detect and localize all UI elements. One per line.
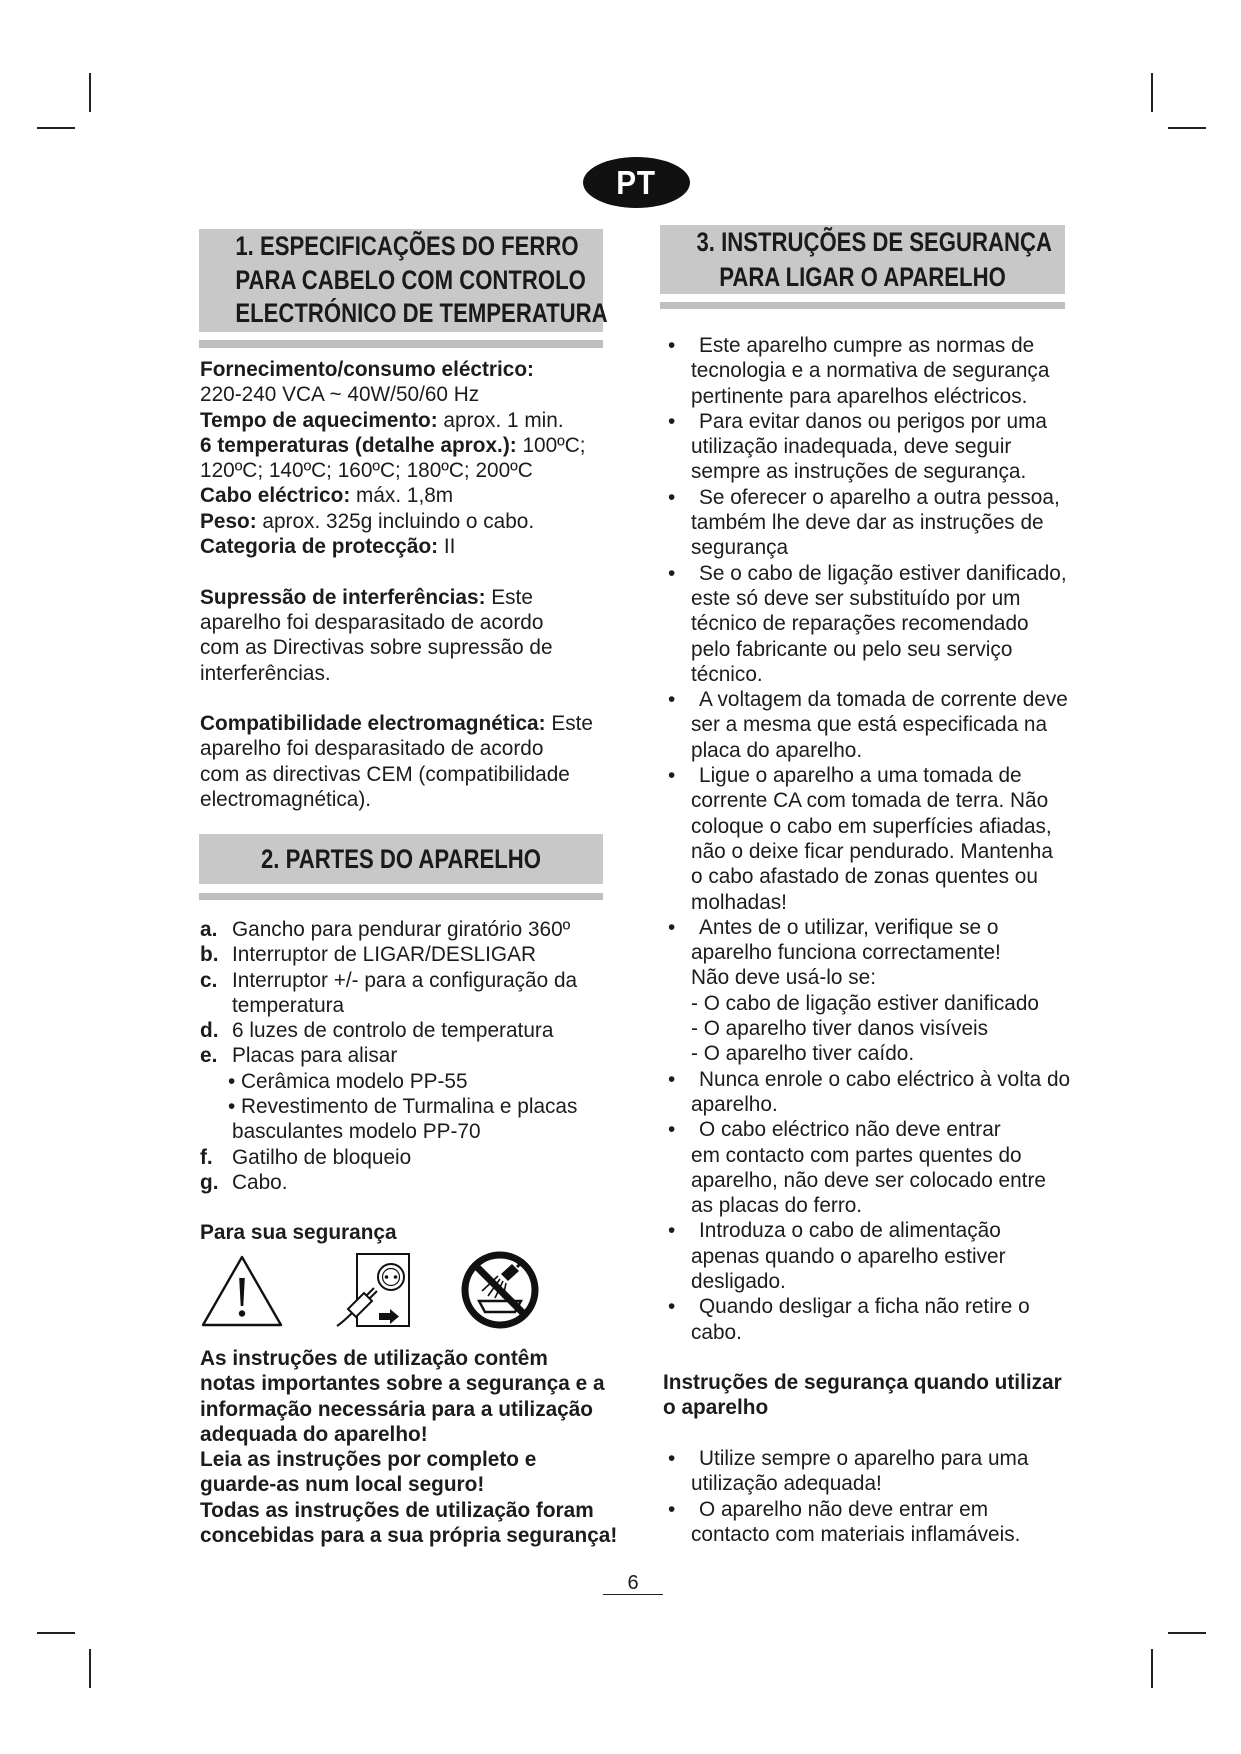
usage-bullet [663, 1446, 1083, 1497]
bullet-text: este só deve ser substituído por um [691, 586, 1021, 610]
part-item [200, 968, 610, 1019]
bullet-text: corrente CA com tomada de terra. Não [691, 789, 1049, 813]
bullet-text: as placas do ferro. [691, 1194, 863, 1218]
usage-bullet [663, 1497, 1083, 1548]
sub-item [228, 1094, 610, 1145]
bullet-glyph: • [668, 334, 676, 357]
notice-line: Leia as instruções por completo e [200, 1448, 537, 1472]
spec-value: com as directivas CEM (compatibilidade [200, 762, 570, 786]
bullet-text: em contacto com partes quentes do [691, 1143, 1022, 1167]
notice-line: guarde-as num local seguro! [200, 1473, 485, 1497]
text-line [200, 711, 610, 736]
crop-mark [37, 1632, 75, 1634]
bullet-text: coloque o cabo em superfícies afiadas, [691, 814, 1052, 838]
safety-bullet [663, 1117, 1083, 1218]
section-1-title-line: ELECTRÓNICO DE TEMPERATURA [235, 298, 608, 329]
bullet-text: Nunca enrole o cabo eléctrico à volta do [699, 1067, 1071, 1091]
bullet-text: pelo fabricante ou pelo seu serviço [691, 637, 1013, 661]
bullet-glyph: • [668, 1497, 676, 1521]
spec-label: Peso: [200, 509, 257, 533]
bullet-text: segurança [691, 536, 789, 560]
bullet-text: também lhe deve dar as instruções de [691, 511, 1044, 535]
bullet-glyph: • [668, 485, 676, 509]
section-1-title-line: 1. ESPECIFICAÇÕES DO FERRO [235, 231, 579, 262]
text-line [200, 509, 610, 534]
safety-bullet [663, 333, 1083, 409]
part-item [200, 942, 610, 967]
sub-text: Revestimento de Turmalina e placas [241, 1095, 578, 1119]
crop-mark [89, 1649, 91, 1688]
notice-line: notas importantes sobre a segurança e a [200, 1372, 605, 1396]
bullet-text: A voltagem da tomada de corrente deve [699, 688, 1068, 712]
part-text: temperatura [232, 993, 345, 1017]
warning-triangle-icon [200, 1254, 284, 1328]
crop-mark [1151, 1649, 1153, 1688]
part-text: Cabo. [232, 1170, 288, 1194]
text-line [200, 382, 610, 407]
crop-mark [1168, 1632, 1206, 1634]
bullet-text: sempre as instruções de segurança. [691, 460, 1027, 484]
section-2-heading [199, 834, 603, 884]
spec-value: Este [485, 585, 533, 609]
text-line [200, 787, 610, 812]
notice-line: informação necessária para a utilização [200, 1397, 594, 1421]
text-line [200, 736, 610, 761]
specifications-text [200, 357, 610, 812]
bullet-text: Introduza o cabo de alimentação [699, 1219, 1001, 1243]
safety-bullet [663, 1067, 1083, 1118]
part-text: Gatilho de bloqueio [232, 1145, 412, 1169]
spec-value: Este [545, 712, 593, 736]
part-item [200, 1145, 610, 1170]
text-line [200, 762, 610, 787]
notice-line: concebidas para a sua própria segurança! [200, 1524, 618, 1548]
bullet-text: apenas quando o aparelho estiver [691, 1244, 1006, 1268]
spec-paragraph [200, 585, 610, 686]
part-letter: a. [200, 918, 218, 941]
section-3-heading [660, 225, 1065, 294]
part-letter: b. [200, 943, 219, 967]
safety-bullet [663, 915, 1083, 1067]
text-line [200, 534, 610, 559]
spec-paragraph [200, 711, 610, 812]
safety-notice [200, 1346, 617, 1548]
safety-bullet [663, 561, 1083, 687]
spec-label: Categoria de protecção: [200, 535, 439, 559]
spec-label: 6 temperaturas (detalhe aprox.): [200, 433, 517, 457]
bullet-text: Não deve usá-lo se: [691, 966, 876, 990]
bullet-glyph: • [668, 1295, 676, 1319]
safety-bullet [663, 763, 1083, 915]
section-3-title-line: PARA LIGAR O APARELHO [719, 261, 1006, 292]
text-line [200, 458, 610, 483]
text-line [200, 483, 610, 508]
safety-instructions [663, 333, 1083, 1547]
part-text: 6 luzes de controlo de temperatura [232, 1019, 554, 1043]
safety-heading: Para sua segurança [200, 1221, 397, 1244]
bullet-glyph: • [668, 688, 676, 712]
spec-label: Fornecimento/consumo eléctrico: [200, 358, 534, 381]
bullet-glyph: • [228, 1069, 236, 1093]
usage-heading-line: Instruções de segurança quando utilizar [663, 1371, 1062, 1395]
notice-line: adequada do aparelho! [200, 1422, 428, 1446]
section-3-rule [660, 302, 1065, 309]
spec-paragraph [200, 357, 610, 559]
bullet-text: Este aparelho cumpre as normas de [699, 334, 1035, 357]
notice-line: As instruções de utilização contêm [200, 1347, 548, 1370]
section-2-rule [199, 893, 603, 900]
bullet-text: Ligue o aparelho a uma tomada de [699, 764, 1022, 788]
notice-line: Todas as instruções de utilização foram [200, 1498, 594, 1522]
no-water-icon [460, 1250, 540, 1330]
text-line [200, 661, 610, 686]
spec-value: máx. 1,8m [350, 484, 454, 508]
spec-label: Cabo eléctrico: [200, 484, 351, 508]
crop-mark [89, 73, 91, 112]
usage-heading-line: o aparelho [663, 1396, 769, 1420]
safety-bullet [663, 1218, 1083, 1294]
bullet-text: Utilize sempre o aparelho para uma [699, 1447, 1029, 1471]
spec-value: electromagnética). [200, 788, 372, 812]
bullet-text: - O aparelho tiver danos visíveis [691, 1017, 989, 1041]
sub-text: Cerâmica modelo PP-55 [241, 1069, 468, 1093]
bullet-text: molhadas! [691, 890, 787, 914]
safety-bullet [663, 687, 1083, 763]
spec-value: interferências. [200, 661, 331, 685]
bullet-text: Antes de o utilizar, verifique se o [699, 915, 999, 939]
bullet-text: contacto com materiais inflamáveis. [691, 1522, 1021, 1546]
bullet-text: Para evitar danos ou perigos por uma [699, 409, 1047, 433]
bullet-text: aparelho. [691, 1092, 778, 1116]
bullet-text: não o deixe ficar pendurado. Mantenha [691, 839, 1053, 863]
spacer [663, 1345, 1083, 1370]
crop-mark [37, 127, 75, 129]
bullet-glyph: • [668, 409, 676, 433]
part-item [200, 917, 610, 942]
part-letter: f. [200, 1145, 213, 1169]
language-badge [583, 157, 690, 208]
bullet-text: Quando desligar a ficha não retire o [699, 1295, 1030, 1319]
bullet-glyph: • [668, 764, 676, 788]
language-badge-label: PT [616, 163, 657, 201]
bullet-glyph: • [668, 915, 676, 939]
bullet-text: utilização inadequada, deve seguir [691, 435, 1012, 459]
spec-value: aprox. 1 min. [437, 408, 564, 432]
spec-value: com as Directivas sobre supressão de [200, 636, 553, 660]
spec-value: aparelho foi desparasitado de acordo [200, 610, 544, 634]
spec-label: Compatibilidade electromagnética: [200, 712, 546, 736]
text-line [200, 408, 610, 433]
bullet-text: pertinente para aparelhos eléctricos. [691, 384, 1028, 408]
bullet-text: desligado. [691, 1269, 786, 1293]
spec-label: Tempo de aquecimento: [200, 408, 438, 432]
section-1-rule [199, 340, 603, 348]
spec-value: aparelho foi desparasitado de acordo [200, 737, 544, 761]
sub-item [228, 1069, 610, 1094]
part-text: Placas para alisar [232, 1044, 398, 1068]
bullet-glyph: • [668, 1219, 676, 1243]
spec-value: 120ºC; 140ºC; 160ºC; 180ºC; 200ºC [200, 459, 533, 483]
bullet-text: tecnologia e a normativa de segurança [691, 359, 1050, 383]
bullet-text: O aparelho não deve entrar em [699, 1497, 989, 1521]
bullet-text: técnico de reparações recomendado [691, 612, 1029, 636]
bullet-glyph: • [228, 1095, 236, 1119]
parts-list [200, 917, 610, 1195]
section-1-title-line: PARA CABELO COM CONTROLO [235, 264, 586, 295]
part-letter: c. [200, 968, 218, 992]
part-text: Interruptor +/- para a configuração da [232, 968, 578, 992]
safety-bullet [663, 1294, 1083, 1345]
spec-value: 100ºC; [516, 433, 586, 457]
bullet-text: Se oferecer o aparelho a outra pessoa, [699, 485, 1060, 509]
spec-label: Supressão de interferências: [200, 585, 486, 609]
crop-mark [1168, 127, 1206, 129]
bullet-glyph: • [668, 561, 676, 585]
bullet-glyph: • [668, 1447, 676, 1471]
bullet-text: o cabo afastado de zonas quentes ou [691, 865, 1038, 889]
bullet-text: - O aparelho tiver caído. [691, 1042, 915, 1066]
bullet-text: - O cabo de ligação estiver danificado [691, 991, 1039, 1015]
bullet-text: utilização adequada! [691, 1472, 882, 1496]
bullet-text: placa do aparelho. [691, 738, 863, 762]
spec-value: 220-240 VCA ~ 40W/50/60 Hz [200, 383, 480, 407]
section-2-title: 2. PARTES DO APARELHO [260, 843, 542, 874]
sub-text: basculantes modelo PP-70 [232, 1120, 481, 1144]
part-letter: d. [200, 1019, 219, 1043]
text-line [200, 433, 610, 458]
page-number: 6 [603, 1572, 663, 1595]
crop-mark [1151, 73, 1153, 112]
text-line [200, 610, 610, 635]
unplug-icon [335, 1252, 411, 1328]
part-item [200, 1170, 610, 1195]
text-line [200, 635, 610, 660]
spacer [663, 1421, 1083, 1446]
text-line [200, 585, 610, 610]
text-line [200, 357, 610, 382]
bullet-text: aparelho funciona correctamente! [691, 941, 1001, 965]
safety-bullet [663, 485, 1083, 561]
part-text: Interruptor de LIGAR/DESLIGAR [232, 943, 536, 967]
bullet-glyph: • [668, 1067, 676, 1091]
spec-value: aprox. 325g incluindo o cabo. [256, 509, 535, 533]
bullet-text: aparelho, não deve ser colocado entre [691, 1168, 1046, 1192]
part-text: Gancho para pendurar giratório 360º [232, 918, 571, 941]
part-letter: g. [200, 1170, 219, 1194]
bullet-text: Se o cabo de ligação estiver danificado, [699, 561, 1067, 585]
bullet-text: O cabo eléctrico não deve entrar [699, 1118, 1001, 1142]
safety-bullet [663, 409, 1083, 485]
part-letter: e. [200, 1044, 218, 1068]
bullet-glyph: • [668, 1118, 676, 1142]
section-1-heading [199, 229, 608, 332]
bullet-text: técnico. [691, 662, 763, 686]
section-3-title-line: 3. INSTRUÇÕES DE SEGURANÇA [696, 226, 1052, 257]
bullet-text: ser a mesma que está especificada na [691, 713, 1048, 737]
part-item [200, 1018, 610, 1043]
part-item [200, 1043, 610, 1144]
spec-value: II [438, 535, 456, 559]
bullet-text: cabo. [691, 1320, 742, 1344]
